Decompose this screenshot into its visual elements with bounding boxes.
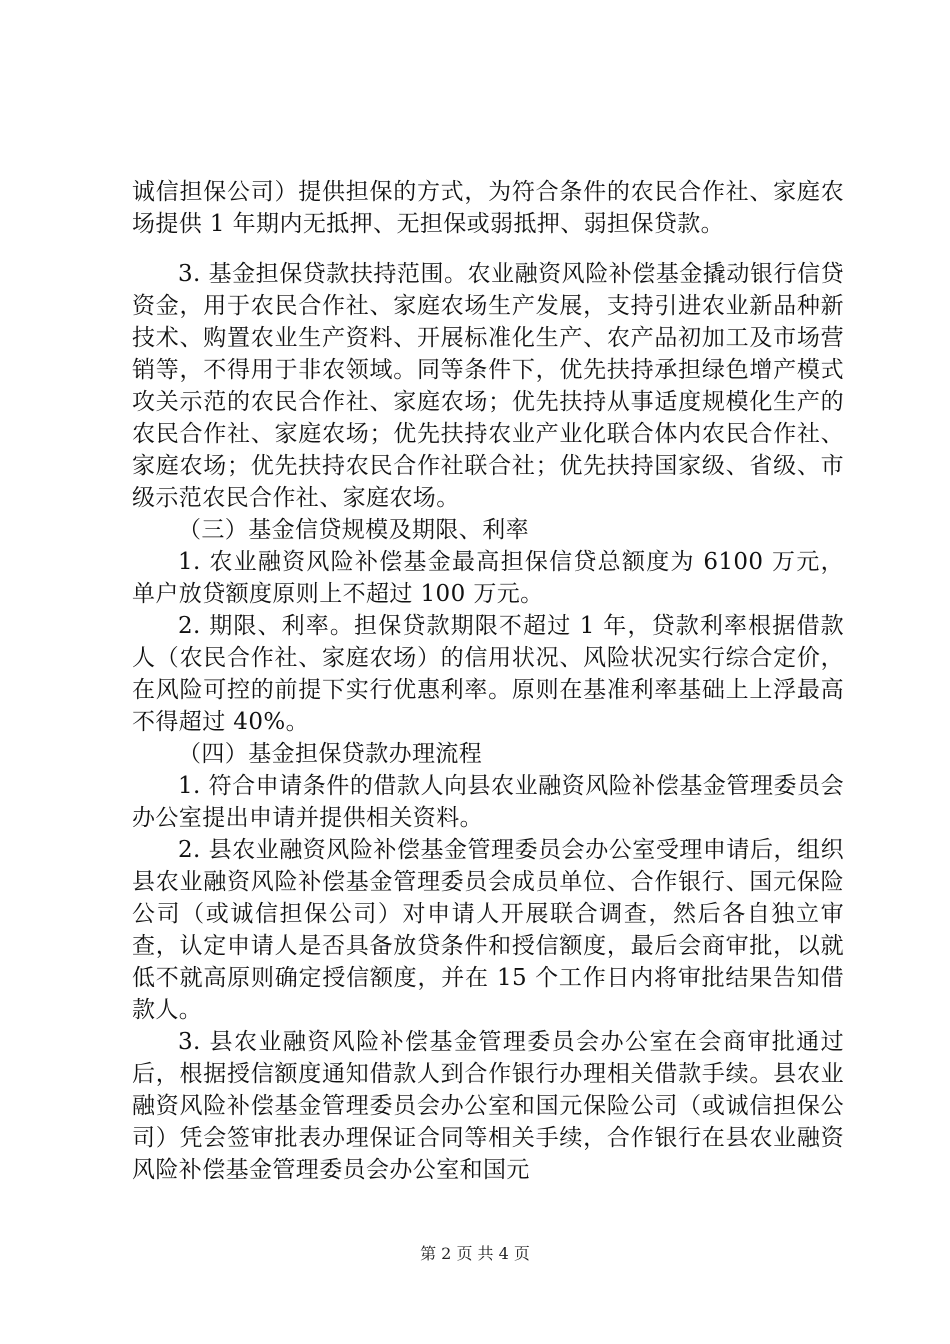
page-number-footer: 第 2 页 共 4 页 bbox=[420, 1244, 530, 1263]
document-body bbox=[132, 176, 844, 1186]
paragraph-process-step-1: 1. 符合申请条件的借款人向县农业融资风险补偿基金管理委员会办公室提出申请并提供相关资料。 bbox=[132, 773, 844, 831]
paragraph-credit-limit: 1. 农业融资风险补偿基金最高担保信贷总额度为 6100 万元，单户放贷额度原则上不超过 100 万元。 bbox=[132, 549, 844, 607]
paragraph-process-step-2: 2. 县农业融资风险补偿基金管理委员会办公室受理申请后，组织县农业融资风险补偿基金管理委员会成员单位、合作银行、国元保险公司（或诚信担保公司）对申请人开展联合调查，然后各自独立审查，认定申请人是否具备放贷条件和授信额度，最后会商审批，以就低不就高原则确定授信额度，并在 15 个工作日内将审批结果告知借款人。 bbox=[132, 837, 844, 1023]
paragraph-continuation: 诚信担保公司）提供担保的方式，为符合条件的农民合作社、家庭农场提供 1 年期内无抵押、无担保或弱抵押、弱担保贷款。 bbox=[132, 179, 844, 237]
paragraph-term-rate: 2. 期限、利率。担保贷款期限不超过 1 年，贷款利率根据借款人（农民合作社、家庭农场）的信用状况、风险状况实行综合定价，在风险可控的前提下实行优惠利率。原则在基准利率基础上上浮最高不得超过 40%。 bbox=[132, 613, 844, 735]
paragraph-support-scope: 3. 基金担保贷款扶持范围。农业融资风险补偿基金撬动银行信贷资金，用于农民合作社、家庭农场生产发展，支持引进农业新品种新技术、购置农业生产资料、开展标准化生产、农产品初加工及市场营销等，不得用于非农领域。同等条件下，优先扶持承担绿色增产模式攻关示范的农民合作社、家庭农场；优先扶持从事适度规模化生产的农民合作社、家庭农场；优先扶持农业产业化联合体内农民合作社、家庭农场；优先扶持农民合作社联合社；优先扶持国家级、省级、市级示范农民合作社、家庭农场。 bbox=[132, 261, 844, 511]
paragraph-process-step-3: 3. 县农业融资风险补偿基金管理委员会办公室在会商审批通过后，根据授信额度通知借款人到合作银行办理相关借款手续。县农业融资风险补偿基金管理委员会办公室和国元保险公司（或诚信担保公司）凭会签审批表办理保证合同等相关手续，合作银行在县农业融资风险补偿基金管理委员会办公室和国元 bbox=[132, 1029, 844, 1183]
section-heading-loan-process: （四）基金担保贷款办理流程 bbox=[178, 741, 483, 767]
section-heading-credit-scale: （三）基金信贷规模及期限、利率 bbox=[178, 517, 529, 543]
